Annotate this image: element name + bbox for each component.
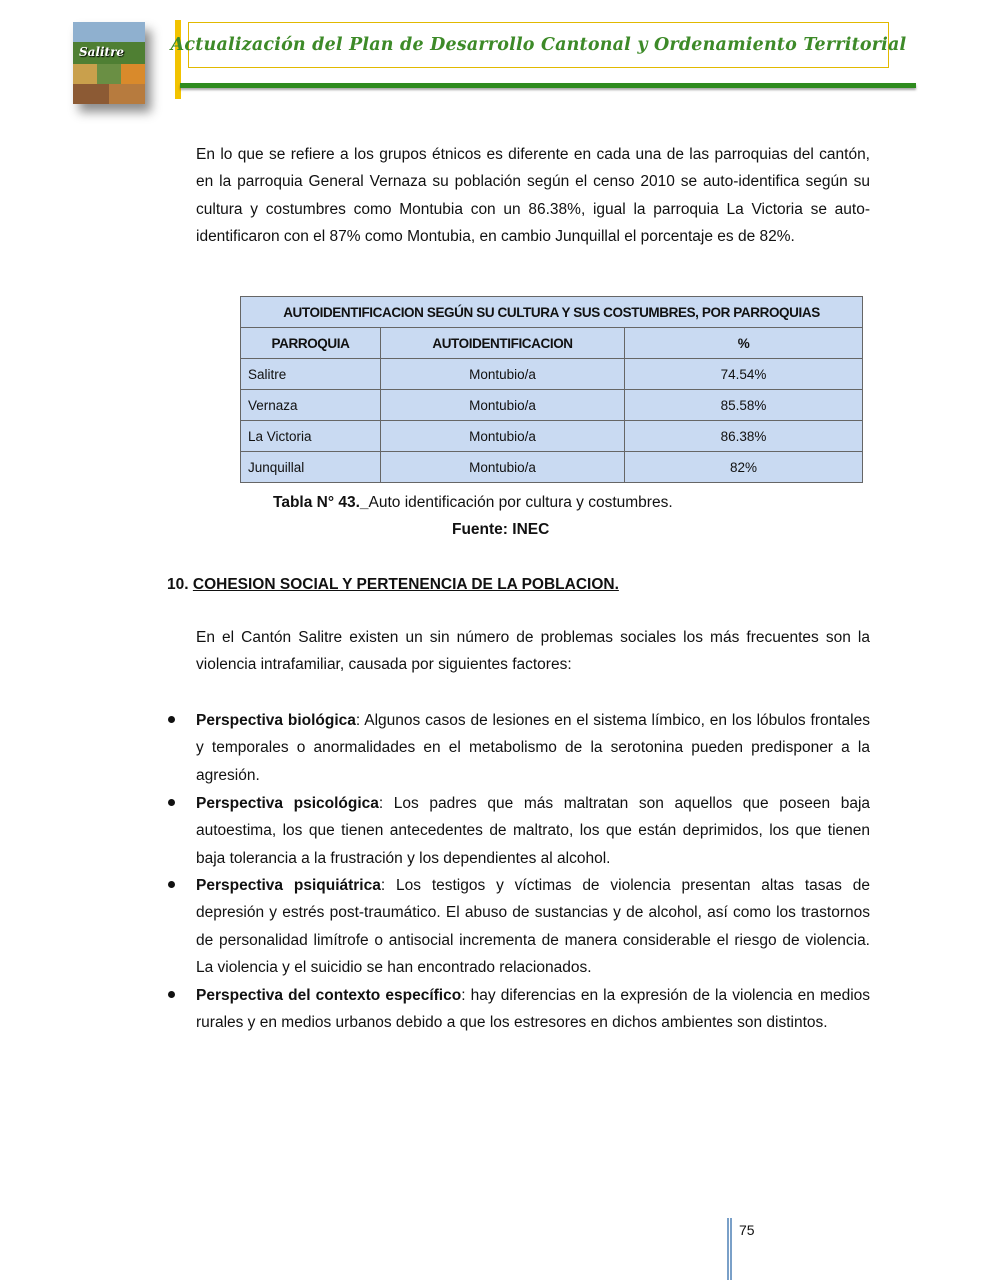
bullet-icon xyxy=(168,799,175,806)
table-header: % xyxy=(625,328,863,359)
table-cell: Vernaza xyxy=(241,390,381,421)
table-cell: Montubio/a xyxy=(381,421,625,452)
logo-text: Salitre xyxy=(79,45,125,59)
bullet-icon xyxy=(168,881,175,888)
table-cell: Junquillal xyxy=(241,452,381,483)
list-item xyxy=(196,872,870,981)
table-cell: La Victoria xyxy=(241,421,381,452)
bullet-text: : Los padres que más maltratan son aquellos que poseen baja autoestima, los que tienen antecedentes de maltrato, los que están deprimidos, los que tienen baja tolerancia a la frustración y los dependientes al alcohol. xyxy=(196,795,871,867)
bullet-text: : hay diferencias en la expresión de la violencia en medios rurales y en medios urbanos debido a que los estresores en dichos ambientes son distintos. xyxy=(196,987,871,1032)
table-cell: 74.54% xyxy=(625,359,863,390)
bullet-icon xyxy=(168,716,175,723)
table-title: AUTOIDENTIFICACION SEGÚN SU CULTURA Y SUS COSTUMBRES, POR PARROQUIAS xyxy=(241,297,863,328)
salitre-logo xyxy=(73,22,145,104)
bullet-term: Perspectiva biológica xyxy=(196,712,356,729)
header-divider xyxy=(180,83,916,88)
section-title: COHESION SOCIAL Y PERTENENCIA DE LA POBLACION. xyxy=(192,576,619,593)
table-row xyxy=(241,359,863,390)
bullet-term: Perspectiva del contexto específico xyxy=(196,987,462,1004)
table-caption xyxy=(273,489,673,516)
table-cell: Montubio/a xyxy=(381,359,625,390)
ethnic-identification-table xyxy=(240,296,863,483)
section-intro: En el Cantón Salitre existen un sin número de problemas sociales los más frecuentes son la violencia intrafamiliar, causada por siguientes factores: xyxy=(196,629,870,674)
header-title-box xyxy=(170,22,907,68)
list-item xyxy=(196,707,870,789)
table-cell: 82% xyxy=(625,452,863,483)
table-cell: Salitre xyxy=(241,359,381,390)
bullet-text: : Los testigos y víctimas de violencia presentan altas tasas de depresión y estrés post-traumático. El abuso de sustancias y de alcohol, así como los trastornos de personalidad limítrofe o antisocial incrementa de manera considerable el riesgo de violencia. La violencia y el suicidio se han encontrado relacionados. xyxy=(196,877,870,976)
page-number: 75 xyxy=(739,1222,755,1238)
table-cell: 85.58% xyxy=(625,390,863,421)
table-cell: Montubio/a xyxy=(381,452,625,483)
section-heading xyxy=(167,571,619,598)
table-header: AUTOIDENTIFICACION xyxy=(381,328,625,359)
table-row xyxy=(241,452,863,483)
caption-label: Tabla N° 43._ xyxy=(273,494,369,511)
table-header: PARROQUIA xyxy=(241,328,381,359)
table-row xyxy=(241,390,863,421)
table-cell: 86.38% xyxy=(625,421,863,452)
list-item xyxy=(196,982,870,1037)
table-row xyxy=(241,421,863,452)
bullet-term: Perspectiva psiquiátrica xyxy=(196,877,381,894)
list-item xyxy=(196,790,870,872)
footer-rule xyxy=(727,1218,732,1280)
document-title: Actualización del Plan de Desarrollo Cantonal y Ordenamiento Territorial xyxy=(170,35,907,55)
bullet-icon xyxy=(168,991,175,998)
bullet-text: : Algunos casos de lesiones en el sistema límbico, en los lóbulos frontales y temporales o anormalidades en el metabolismo de la serotonina pueden predisponer a la agresión. xyxy=(196,712,870,784)
caption-text: Auto identificación por cultura y costumbres. xyxy=(368,494,673,511)
bullet-term: Perspectiva psicológica xyxy=(196,795,379,812)
intro-paragraph: En lo que se refiere a los grupos étnicos es diferente en cada una de las parroquias del cantón, en la parroquia General Vernaza su población según el censo 2010 se auto-identifica según su cultura y costumbres como Montubia con un 86.38%, igual la parroquia La Victoria se auto-identificaron con el 87% como Montubia, en cambio Junquillal el porcentaje es de 82%. xyxy=(196,146,870,245)
table-source: Fuente: INEC xyxy=(452,521,550,538)
table-cell: Montubio/a xyxy=(381,390,625,421)
section-number: 10. xyxy=(167,576,189,593)
